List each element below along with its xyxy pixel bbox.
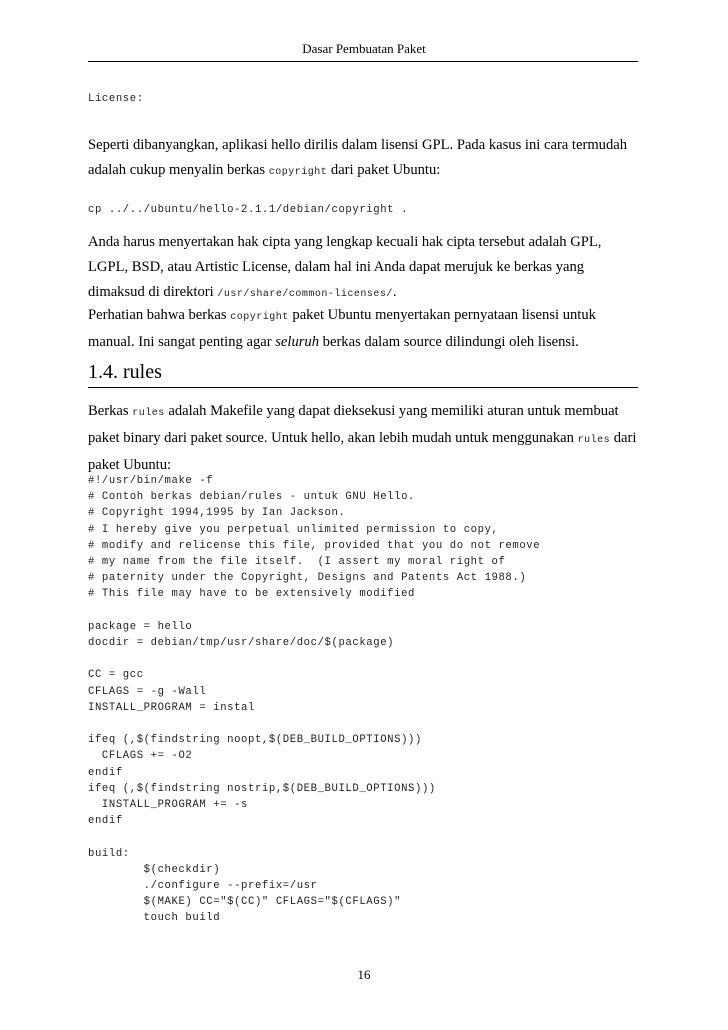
code-line: package = hello [88,620,193,633]
paragraph-manual-license [88,303,638,355]
code-line: ./configure --prefix=/usr [88,880,318,892]
code-line: touch build [88,912,221,925]
code-line: CC = gcc [88,669,144,682]
inline-code: rules [577,435,611,446]
license-label: License: [88,93,144,105]
code-line: endif [88,766,123,779]
code-line: docdir = debian/tmp/usr/share/doc/$(package) [88,637,395,649]
section-heading: 1.4. rules [88,361,162,383]
code-line: build: [88,847,130,860]
paragraph-text: dari paket Ubuntu: [88,430,637,473]
page-number: 16 [357,967,371,982]
inline-code: copyright [268,167,328,178]
paragraph-rules [88,399,638,478]
paragraph-copyright [88,230,638,307]
inline-code: rules [132,408,165,419]
code-line: $(checkdir) [88,863,221,876]
code-line: CFLAGS = -g -Wall [88,685,207,698]
paragraph-text: Perhatian bahwa berkas [88,307,231,323]
code-line: endif [88,815,123,828]
paragraph-text: Anda harus menyertakan hak cipta yang lengkap kecuali hak cipta tersebut adalah GPL, LGPL, BSD, atau Artistic License, dalam hal ini Anda dapat merujuk ke berkas yang dimaksud di direktori [88,234,602,300]
code-line: # Contoh berkas debian/rules - untuk GNU Hello. [88,491,415,504]
code-line: ifeq (,$(findstring nostrip,$(DEB_BUILD_OPTIONS))) [88,782,436,795]
paragraph-text: adalah Makefile yang dapat dieksekusi yang memiliki aturan untuk membuat paket binary dari paket source. Untuk hello, akan lebih mudah untuk menggunakan [88,403,619,446]
code-line: # paternity under the Copyright, Designs and Patents Act 1988.) [88,572,527,585]
paragraph-text: Berkas [88,403,133,419]
header-rule [88,61,638,62]
code-line: CFLAGS += -O2 [88,750,193,763]
code-line: INSTALL_PROGRAM = instal [88,701,255,714]
paragraph-text: Seperti dibanyangkan, aplikasi hello dirilis dalam lisensi GPL. Pada kasus ini cara termudah adalah cukup menyalin berkas [88,137,628,178]
copy-command: cp ../../ubuntu/hello-2.1.1/debian/copyright . [88,204,409,216]
heading-rule [88,387,638,388]
running-header: Dasar Pembuatan Paket [302,41,426,56]
inline-code-path: /usr/share/common-licenses/ [217,289,393,300]
code-line: $(MAKE) CC="$(CC)" CFLAGS="$(CFLAGS)" [88,896,402,909]
inline-code: copyright [230,312,289,323]
emphasis-text: seluruh [275,334,320,350]
paragraph-text: . [392,284,397,300]
code-line: # Copyright 1994,1995 by Ian Jackson. [88,507,346,520]
code-line: INSTALL_PROGRAM += -s [88,799,249,811]
code-line: # modify and relicense this file, provided that you do not remove [88,539,541,552]
code-line: #!/usr/bin/make -f [88,475,214,487]
paragraph-text: berkas dalam source dilindungi oleh lisensi. [319,334,579,350]
code-line: # This file may have to be extensively modified [88,588,415,601]
code-line: ifeq (,$(findstring noopt,$(DEB_BUILD_OPTIONS))) [88,734,422,747]
paragraph-text: paket Ubuntu menyertakan pernyataan lisensi untuk manual. Ini sangat penting agar [88,307,596,350]
paragraph-gpl [88,133,638,185]
code-line: # I hereby give you perpetual unlimited permission to copy, [88,523,499,536]
paragraph-text: dari paket Ubuntu: [327,162,441,178]
code-line: # my name from the file itself. (I assert my moral right of [88,556,506,568]
